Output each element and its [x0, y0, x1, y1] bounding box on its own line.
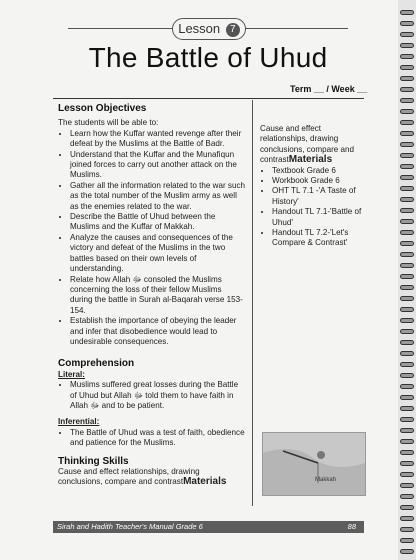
material-item: • Textbook Grade 6: [272, 166, 364, 176]
spiral-coil: [400, 505, 414, 510]
spiral-coil: [400, 175, 414, 180]
objective-item: • Relate how Allah ﷻ consoled the Muslims concerning the loss of their fellow Muslims during the battle in Surah al-Baqarah verse 153-154.: [70, 275, 246, 317]
footer-text: Sirah and Hadith Teacher's Manual Grade 6: [57, 522, 203, 531]
comprehension-heading: Comprehension: [58, 358, 135, 370]
spiral-coil: [400, 285, 414, 290]
map-graphic: [263, 433, 365, 495]
material-item: • OHT TL 7.1 -'A Taste of History': [272, 186, 364, 207]
spiral-coil: [400, 131, 414, 136]
material-item: • Handout TL 7.2-'Let's Compare & Contrast': [272, 228, 364, 249]
spiral-coil: [400, 296, 414, 301]
spiral-coil: [400, 538, 414, 543]
spiral-coil: [400, 516, 414, 521]
inferential-label: Inferential:: [58, 417, 100, 427]
material-item: • Handout TL 7.1-'Battle of Uhud': [272, 207, 364, 228]
materials-list: [260, 165, 364, 248]
spiral-coil: [400, 241, 414, 246]
spiral-coil: [400, 406, 414, 411]
spiral-coil: [400, 98, 414, 103]
spiral-coil: [400, 120, 414, 125]
objective-item: • Analyze the causes and consequences of the victory and defeat of the Muslims in the two battles based on their own levels of understanding.: [70, 233, 246, 275]
spiral-coil: [400, 461, 414, 466]
objectives-list: [58, 129, 246, 348]
spiral-coil: [400, 351, 414, 356]
spiral-coil: [400, 472, 414, 477]
spiral-coil: [400, 32, 414, 37]
right-column: [260, 124, 364, 248]
thinking-skills-text: Cause and effect relationships, drawing conclusions, compare and contrast: [58, 467, 200, 487]
right-materials: Materials: [288, 154, 333, 166]
page-number: 88: [347, 522, 356, 531]
right-skills-text: Cause and effect relationships, drawing conclusions, compare and contrast: [260, 124, 355, 165]
spiral-coil: [400, 87, 414, 92]
spiral-coil: [400, 307, 414, 312]
spiral-coil: [400, 76, 414, 81]
objectives-heading: Lesson Objectives: [58, 103, 147, 114]
term-week: Term __ / Week __: [290, 84, 368, 94]
literal-item: • Muslims suffered great losses during the Battle of Uhud but Allah ﷻ told them to have faith in Allah ﷻ and to be patient.: [70, 380, 246, 411]
spiral-coil: [400, 21, 414, 26]
spiral-coil: [400, 428, 414, 433]
objective-item: • Establish the importance of obeying the leader and infer that disobedience would lead to undesirable consequences.: [70, 316, 246, 347]
spiral-coil: [400, 527, 414, 532]
title-rule: [53, 98, 364, 99]
map-image: [262, 432, 366, 496]
spiral-coil: [400, 384, 414, 389]
spiral-coil: [400, 164, 414, 169]
footer-bar: [53, 521, 364, 533]
spiral-coil: [400, 549, 414, 554]
material-item: • Workbook Grade 6: [272, 176, 364, 186]
spiral-coil: [400, 197, 414, 202]
spiral-coil: [400, 494, 414, 499]
lesson-label: Lesson: [178, 21, 221, 36]
spiral-coil: [400, 483, 414, 488]
spiral-coil: [400, 142, 414, 147]
lesson-badge: [172, 18, 246, 40]
spiral-coil: [400, 340, 414, 345]
page-title: The Battle of Uhud: [88, 42, 328, 73]
literal-label: Literal:: [58, 369, 85, 379]
spiral-coil: [400, 439, 414, 444]
right-text: [260, 124, 364, 166]
header-rule-right: [244, 28, 348, 29]
column-divider: [252, 100, 253, 506]
spiral-coil: [400, 186, 414, 191]
thinking-heading: Thinking Skills: [58, 455, 129, 467]
spiral-coil: [400, 450, 414, 455]
inferential-list: [58, 428, 246, 449]
objective-item: • Describe the Battle of Uhud between the Muslims and the Kuffar of Makkah.: [70, 212, 246, 233]
spiral-coil: [400, 230, 414, 235]
objective-item: • Learn how the Kuffar wanted revenge after their defeat by the Muslims at the Battle of Badr.: [70, 129, 246, 150]
left-column: [58, 104, 246, 488]
objectives-intro: The students will be able to:: [58, 118, 159, 128]
inferential-item: • The Battle of Uhud was a test of faith, obedience and patience for the Muslims.: [70, 428, 246, 449]
spiral-coil: [400, 219, 414, 224]
spiral-coil: [400, 373, 414, 378]
spiral-binding: [398, 0, 416, 560]
spiral-coil: [400, 153, 414, 158]
spiral-coil: [400, 362, 414, 367]
objective-item: • Understand that the Kuffar and the Munafiqun joined forces to carry out another attack on the Muslims.: [70, 150, 246, 181]
map-label: Makkah: [315, 477, 337, 483]
spiral-coil: [400, 318, 414, 323]
spiral-coil: [400, 109, 414, 114]
spiral-coil: [400, 10, 414, 15]
spiral-coil: [400, 263, 414, 268]
spiral-coil: [400, 395, 414, 400]
objective-item: • Gather all the information related to the war such as the total number of the Muslim army as well as the enemies related to the war.: [70, 181, 246, 212]
spiral-coil: [400, 274, 414, 279]
spiral-coil: [400, 252, 414, 257]
thinking-text: [58, 467, 246, 488]
literal-list: [58, 380, 246, 411]
thinking-materials: Materials: [183, 476, 227, 488]
spiral-coil: [400, 329, 414, 334]
header-rule-left: [68, 28, 172, 29]
lesson-number: 7: [226, 23, 240, 37]
spiral-coil: [400, 208, 414, 213]
spiral-coil: [400, 417, 414, 422]
